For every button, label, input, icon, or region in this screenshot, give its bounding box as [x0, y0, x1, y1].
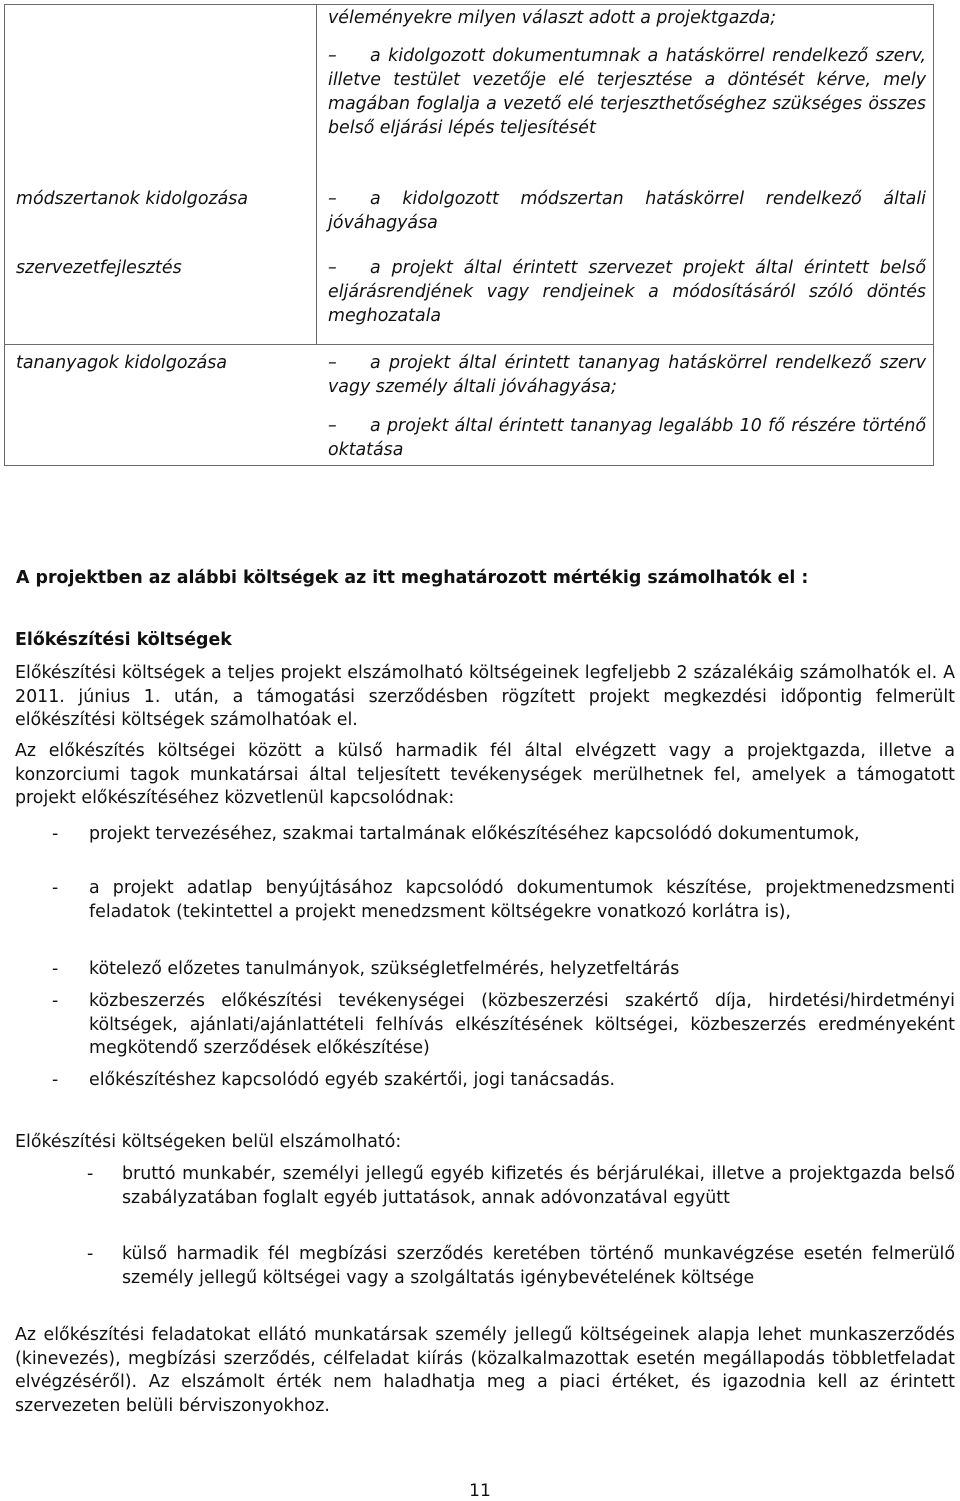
list-dash: – — [328, 189, 337, 209]
list-dash: – — [328, 46, 337, 66]
paragraph-preparation-costs: Az előkészítés költségei között a külső harmadik fél által elvégzett vagy a projektgazda, illetve a konzorciumi tagok munkatársai által teljesített tevékenységek merülhetnek fel, amelyek a támogatott projekt előkészítéséhez közvetlenül kapcsolódnak: — [15, 741, 955, 808]
bullet-marker: - — [52, 1070, 59, 1090]
sub-heading-eligible: Előkészítési költségeken belül elszámolható: — [15, 1132, 402, 1152]
bullet-marker: - — [87, 1244, 94, 1264]
table-continuation-text: véleményekre milyen választ adott a projektgazda; — [328, 8, 777, 28]
milestone-table — [4, 4, 934, 466]
table-column-divider — [316, 5, 317, 344]
bullet-marker: - — [52, 824, 59, 844]
table-label-org-development: szervezetfejlesztés — [16, 258, 182, 278]
table-item-document-submission: – a kidolgozott dokumentumnak a hatáskörrel rendelkező szerv, illetve testület vezetője elé terjesztése a döntését kérve, mely magában foglalja a vezető elé terjeszthetőséghez szükséges összes belső eljárási lépés teljesítését — [328, 46, 926, 138]
bullet-marker: - — [52, 959, 59, 979]
list-dash: – — [328, 353, 337, 373]
page-number: 11 — [469, 1481, 491, 1501]
paragraph-preparation-limit: Előkészítési költségek a teljes projekt elszámolható költségeinek legfeljebb 2 százalékáig számolhatók el. A 2011. június 1. után, a támogatási szerződésben rögzített projekt megkezdési időpontig felmerült előkészítési költségek számolhatóak el. — [15, 663, 955, 730]
list-item: közbeszerzés előkészítési tevékenységei (közbeszerzési szakértő díja, hirdetési/hirdetményi költségek, ajánlati/ajánlattételi felhívás elkészítésének költségei, közbeszerzés eredményeként megkötendő szerződések előkészítése) — [89, 991, 955, 1058]
table-item-org-decision: – a projekt által érintett szervezet projekt által érintett belső eljárásrendjének vagy rendjeinek a módosításáról szóló döntés meghozatala — [328, 258, 926, 326]
bullet-marker: - — [87, 1164, 94, 1184]
table-row-divider — [5, 344, 933, 345]
list-item: előkészítéshez kapcsolódó egyéb szakértői, jogi tanácsadás. — [89, 1070, 616, 1090]
bullet-marker: - — [52, 991, 59, 1011]
paragraph-staff-costs: Az előkészítési feladatokat ellátó munkatársak személy jellegű költségeinek alapja lehet munkaszerződés (kinevezés), megbízási szerződés, célfeladat kiírás (közalkalmazottak esetén megállapodás többletfeladat elvégzéséről). Az elszámolt érték nem haladhatja meg a piaci értéket, és igazodnia kell az érintett szervezeten belüli bérviszonyokhoz. — [15, 1325, 955, 1416]
table-label-methodology: módszertanok kidolgozása — [16, 189, 248, 209]
section-heading: A projektben az alábbi költségek az itt meghatározott mértékig számolhatók el : — [16, 568, 809, 588]
table-item-curriculum-training: – a projekt által érintett tananyag legalább 10 fő részére történő oktatása — [328, 416, 926, 460]
list-dash: – — [328, 416, 337, 436]
table-item-curriculum-approval: – a projekt által érintett tananyag hatáskörrel rendelkező szerv vagy személy általi jóváhagyása; — [328, 353, 926, 397]
table-label-curriculum: tananyagok kidolgozása — [16, 353, 227, 373]
bullet-marker: - — [52, 878, 59, 898]
list-item: projekt tervezéséhez, szakmai tartalmának előkészítéséhez kapcsolódó dokumentumok, — [89, 824, 860, 844]
list-item: bruttó munkabér, személyi jellegű egyéb kifizetés és bérjárulékai, illetve a projektgazda belső szabályzatában foglalt egyéb juttatások, annak adóvonzatával együtt — [122, 1164, 955, 1208]
table-item-methodology-approval: – a kidolgozott módszertan hatáskörrel rendelkező általi jóváhagyása — [328, 189, 926, 233]
list-dash: – — [328, 258, 337, 278]
list-item: kötelező előzetes tanulmányok, szükségletfelmérés, helyzetfeltárás — [89, 959, 680, 979]
list-item: külső harmadik fél megbízási szerződés keretében történő munkavégzése esetén felmerülő személy jellegű költségei vagy a szolgáltatás igénybevételének költsége — [122, 1244, 955, 1288]
list-item: a projekt adatlap benyújtásához kapcsolódó dokumentumok készítése, projektmenedzsmenti feladatok (tekintettel a projekt menedzsment költségekre vonatkozó korlátra is), — [89, 878, 955, 922]
subsection-heading: Előkészítési költségek — [15, 630, 232, 650]
